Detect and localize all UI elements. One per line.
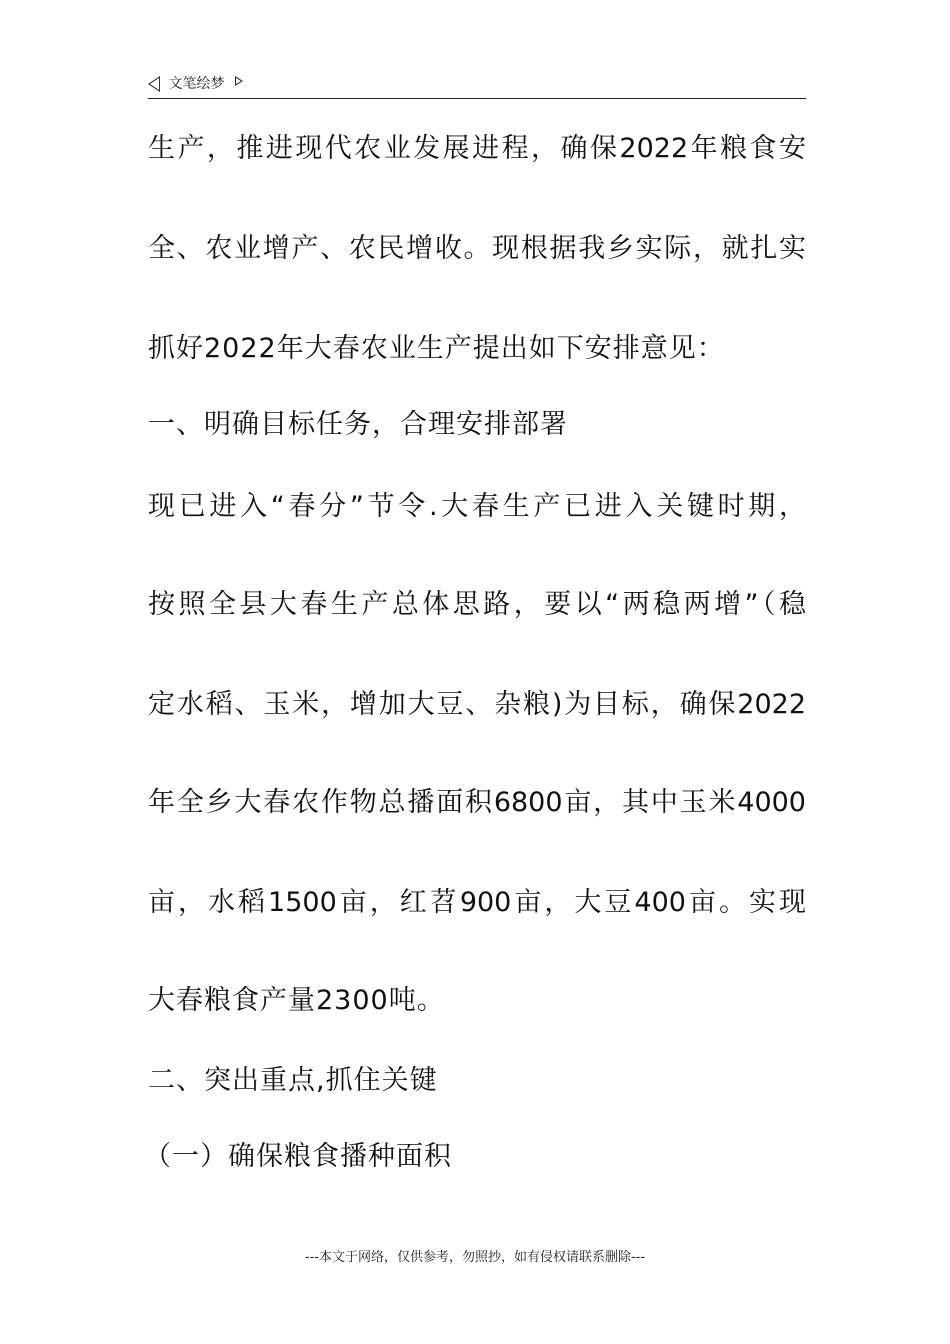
triangle-right-icon (235, 76, 243, 86)
header-title: 文笔绘梦 (168, 76, 225, 92)
footer-notice: ---本文于网络，仅供参考，勿照抄，如有侵权请联系删除--- (304, 1250, 646, 1265)
body-line-5: 现已进入“春分”节令.大春生产已进入关键时期， (148, 491, 806, 522)
body-line-6: 按照全县大春生产总体思路，要以“两稳两增”（稳 (148, 589, 806, 620)
section-heading-2: 二、突出重点,抓住关键 (148, 1065, 438, 1096)
body-line-9: 亩，水稻1500亩，红苕900亩，大豆400亩。实现 (148, 887, 806, 918)
triangle-left-icon (148, 76, 160, 92)
subsection-heading-1: （一）确保粮食播种面积 (144, 1141, 452, 1172)
page-header (148, 74, 806, 99)
header-brand (148, 74, 243, 94)
body-line-10: 大春粮食产量2300吨。 (148, 985, 445, 1016)
body-line-8: 年全乡大春农作物总播面积6800亩，其中玉米4000 (148, 787, 806, 818)
section-heading-1: 一、明确目标任务，合理安排部署 (148, 409, 568, 440)
body-line-2: 全、农业增产、农民增收。现根据我乡实际，就扎实 (148, 233, 806, 264)
body-line-3: 抓好2022年大春农业生产提出如下安排意见： (148, 333, 725, 364)
body-line-1: 生产，推进现代农业发展进程，确保2022年粮食安 (148, 133, 806, 164)
body-line-7: 定水稻、玉米，增加大豆、杂粮)为目标，确保2022 (148, 689, 806, 720)
